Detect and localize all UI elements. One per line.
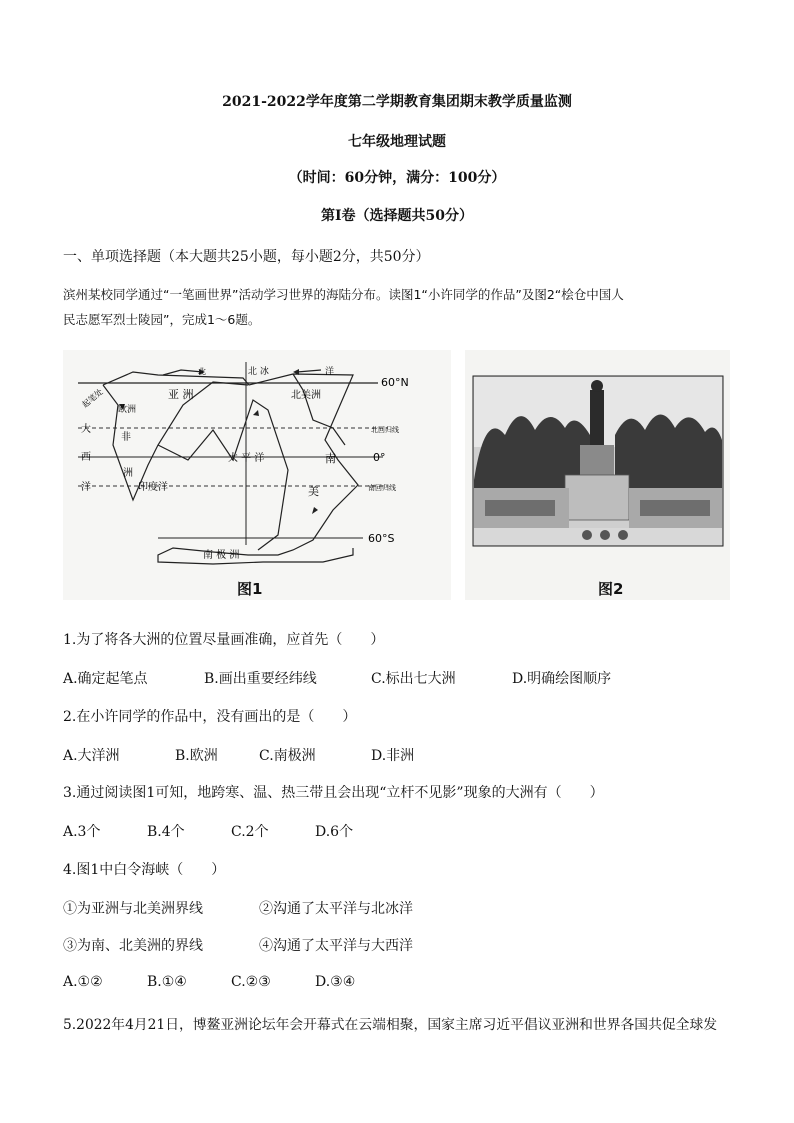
q1-option-b: B.画出重要经纬线 (204, 671, 317, 687)
south-america-label-1: 南 (325, 452, 336, 465)
lat-60n-label: 60°N (381, 376, 409, 389)
question-3-stem: 3.通过阅读图1可知，地跨寒、温、热三带且会出现“立杆不见影”现象的大洲有（ ） (63, 785, 604, 801)
q4-option-b: B.①④ (147, 974, 187, 990)
time-score: （时间：60分钟，满分：100分） (288, 170, 506, 186)
q3-option-d: D.6个 (315, 824, 354, 840)
intro-line-1: 滨州某校同学通过“一笔画世界”活动学习世界的海陆分布。读图1“小许同学的作品”及图2“桧仓中国人 (63, 287, 624, 302)
q4-statement-4: ④沟通了太平洋与大西洋 (259, 938, 413, 954)
section-heading: 一、单项选择题（本大题共25小题，每小题2分，共50分） (63, 249, 430, 265)
question-4-stem: 4.图1中白令海峡（ ） (63, 862, 226, 878)
north-label: 北 (198, 367, 206, 376)
q4-statement-3: ③为南、北美洲的界线 (63, 938, 203, 954)
africa-label-2: 洲 (123, 468, 133, 479)
q1-option-a: A.确定起笔点 (63, 671, 148, 687)
lat-60s-label: 60°S (368, 532, 395, 545)
q4-option-c: C.②③ (231, 974, 271, 990)
q3-option-c: C.2个 (231, 824, 269, 840)
tropic-s-label: 南回归线 (368, 484, 396, 492)
start-point-label: 起笔处 (80, 387, 105, 410)
q4-statement-1: ①为亚洲与北美洲界线 (63, 901, 203, 917)
lat-0-label: 0° (373, 451, 386, 464)
question-5-stem: 5.2022年4月21日，博鳌亚洲论坛年会开幕式在云端相聚，国家主席习近平倡议亚洲和世界各国共促全球发 (63, 1017, 718, 1033)
figure-2-cemetery-photo (465, 350, 730, 600)
q4-option-d: D.③④ (315, 974, 356, 990)
volume-title: 第Ⅰ卷（选择题共50分） (320, 208, 474, 224)
q4-option-a: A.①② (63, 974, 103, 990)
europe-label: 欧洲 (118, 405, 137, 415)
south-america-label-2: 美 (308, 485, 319, 498)
q2-option-c: C.南极洲 (259, 748, 316, 764)
intro-paragraph (63, 282, 735, 332)
north-america-label: 北美洲 (291, 390, 321, 401)
q3-option-a: A.3个 (63, 824, 101, 840)
q1-option-d: D.明确绘图顺序 (512, 671, 612, 687)
asia-label: 亚 洲 (168, 388, 194, 401)
arctic-label-2: 洋 (325, 367, 335, 377)
intro-line-2: 民志愿军烈士陵园”，完成1～6题。 (63, 312, 261, 327)
africa-label-1: 非 (121, 432, 131, 443)
q2-option-b: B.欧洲 (175, 748, 218, 764)
subject-title: 七年级地理试题 (348, 134, 446, 150)
tropic-n-label: 北回归线 (371, 426, 399, 434)
q2-option-a: A.大洋洲 (63, 748, 120, 764)
figure-1-caption: 图1 (237, 580, 263, 598)
q1-option-c: C.标出七大洲 (371, 671, 456, 687)
arctic-label-1: 北 冰 (248, 367, 269, 377)
q2-option-d: D.非洲 (371, 748, 415, 764)
q4-statement-2: ②沟通了太平洋与北冰洋 (259, 901, 413, 917)
antarctica-label: 南 极 洲 (203, 550, 240, 561)
exam-title: 2021-2022学年度第二学期教育集团期末教学质量监测 (222, 94, 572, 110)
atlantic-label-2: 西 (81, 452, 91, 463)
pacific-label: 太 平 洋 (228, 453, 265, 464)
q3-option-b: B.4个 (147, 824, 185, 840)
figure-2-caption: 图2 (598, 580, 624, 598)
atlantic-label-1: 大 (81, 424, 91, 435)
figure-1-sketch-map (63, 350, 451, 600)
question-2-stem: 2.在小许同学的作品中，没有画出的是（ ） (63, 709, 357, 725)
indian-ocean-label: 印度洋 (138, 482, 168, 493)
atlantic-label-3: 洋 (81, 482, 91, 493)
question-1-stem: 1.为了将各大洲的位置尽量画准确，应首先（ ） (63, 632, 385, 648)
